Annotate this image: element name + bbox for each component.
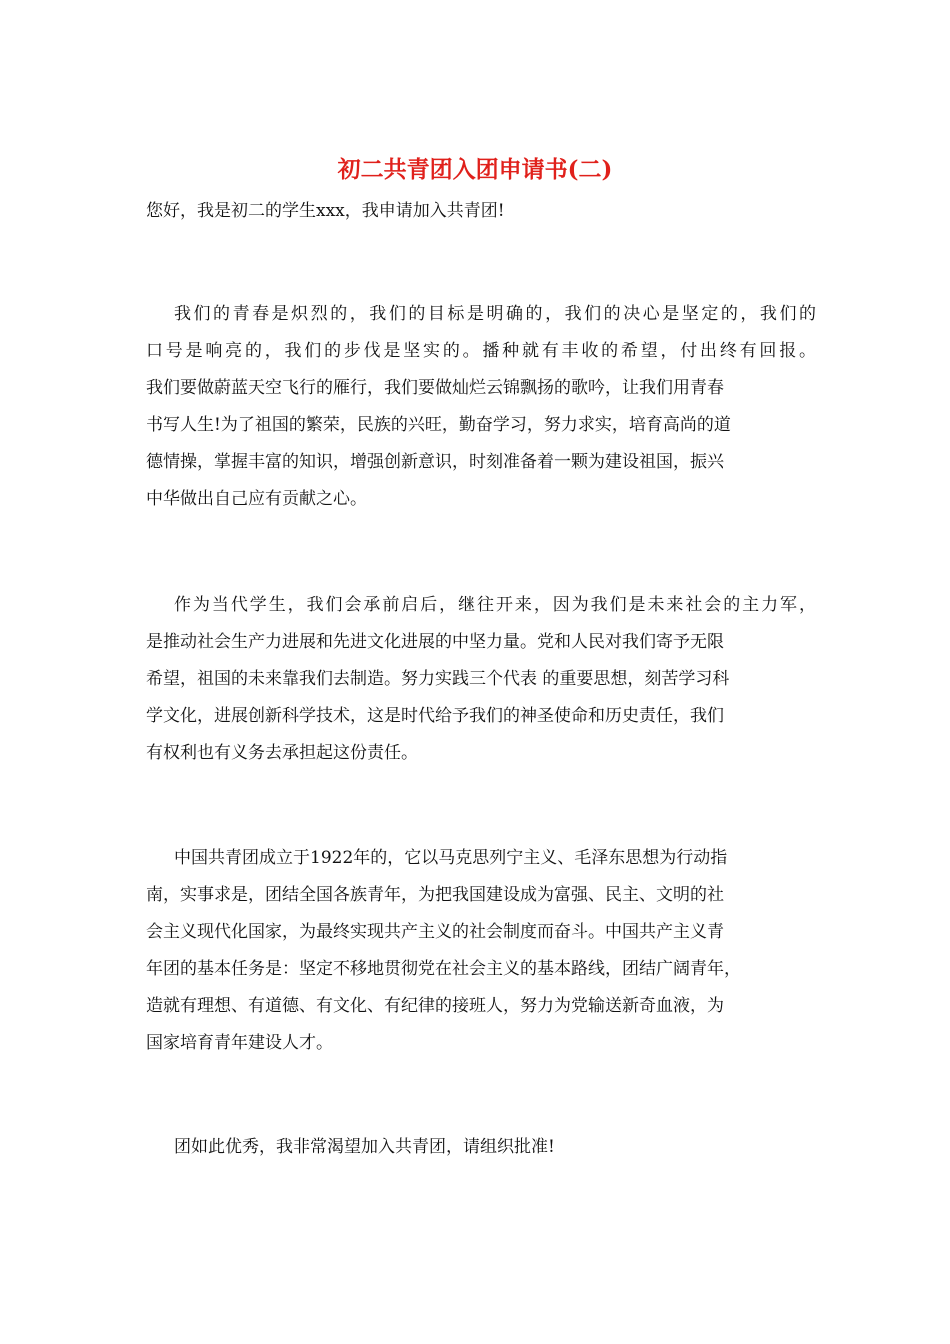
paragraph-line: 口号是响亮的，我们的步伐是坚实的。播种就有丰收的希望，付出终有回报。	[146, 341, 816, 361]
paragraph-line: 国家培育青年建设人才。	[146, 1033, 333, 1053]
paragraph-line: 会主义现代化国家，为最终实现共产主义的社会制度而奋斗。中国共产主义青	[146, 922, 724, 942]
paragraph-line: 中华做出自己应有贡献之心。	[146, 489, 367, 509]
paragraph-1	[146, 301, 816, 523]
paragraph-line: 有权利也有义务去承担起这份责任。	[146, 743, 418, 763]
paragraph-line: 德情操，掌握丰富的知识，增强创新意识，时刻准备着一颗为建设祖国，振兴	[146, 452, 724, 472]
paragraph-line: 造就有理想、有道德、有文化、有纪律的接班人，努力为党输送新奇血液，为	[146, 996, 724, 1016]
greeting-line: 您好，我是初二的学生xxx，我申请加入共青团!	[146, 201, 505, 221]
paragraph-line: 团如此优秀，我非常渴望加入共青团，请组织批准!	[174, 1137, 555, 1157]
paragraph-line: 我们的青春是炽烈的，我们的目标是明确的，我们的决心是坚定的，我们的	[174, 304, 816, 324]
paragraph-line: 年团的基本任务是：坚定不移地贯彻党在社会主义的基本路线，团结广阔青年，	[146, 959, 741, 979]
document-title: 初二共青团入团申请书(二)	[337, 156, 613, 183]
paragraph-line: 我们要做蔚蓝天空飞行的雁行，我们要做灿烂云锦飘扬的歌吟，让我们用青春	[146, 378, 724, 398]
paragraph-2	[146, 592, 816, 777]
paragraph-line: 是推动社会生产力进展和先进文化进展的中坚力量。党和人民对我们寄予无限	[146, 632, 724, 652]
paragraph-4	[146, 1134, 816, 1171]
paragraph-line: 学文化，进展创新科学技术，这是时代给予我们的神圣使命和历史责任，我们	[146, 706, 724, 726]
paragraph-line: 作为当代学生，我们会承前启后，继往开来，因为我们是未来社会的主力军，	[174, 595, 816, 615]
paragraph-line: 书写人生!为了祖国的繁荣，民族的兴旺，勤奋学习，努力求实，培育高尚的道	[146, 415, 731, 435]
paragraph-3	[146, 845, 816, 1067]
paragraph-line: 南，实事求是，团结全国各族青年，为把我国建设成为富强、民主、文明的社	[146, 885, 724, 905]
paragraph-line: 希望，祖国的未来靠我们去制造。努力实践三个代表 的重要思想，刻苦学习科	[146, 669, 730, 689]
paragraph-line: 中国共青团成立于1922年的，它以马克思列宁主义、毛泽东思想为行动指	[174, 848, 728, 868]
